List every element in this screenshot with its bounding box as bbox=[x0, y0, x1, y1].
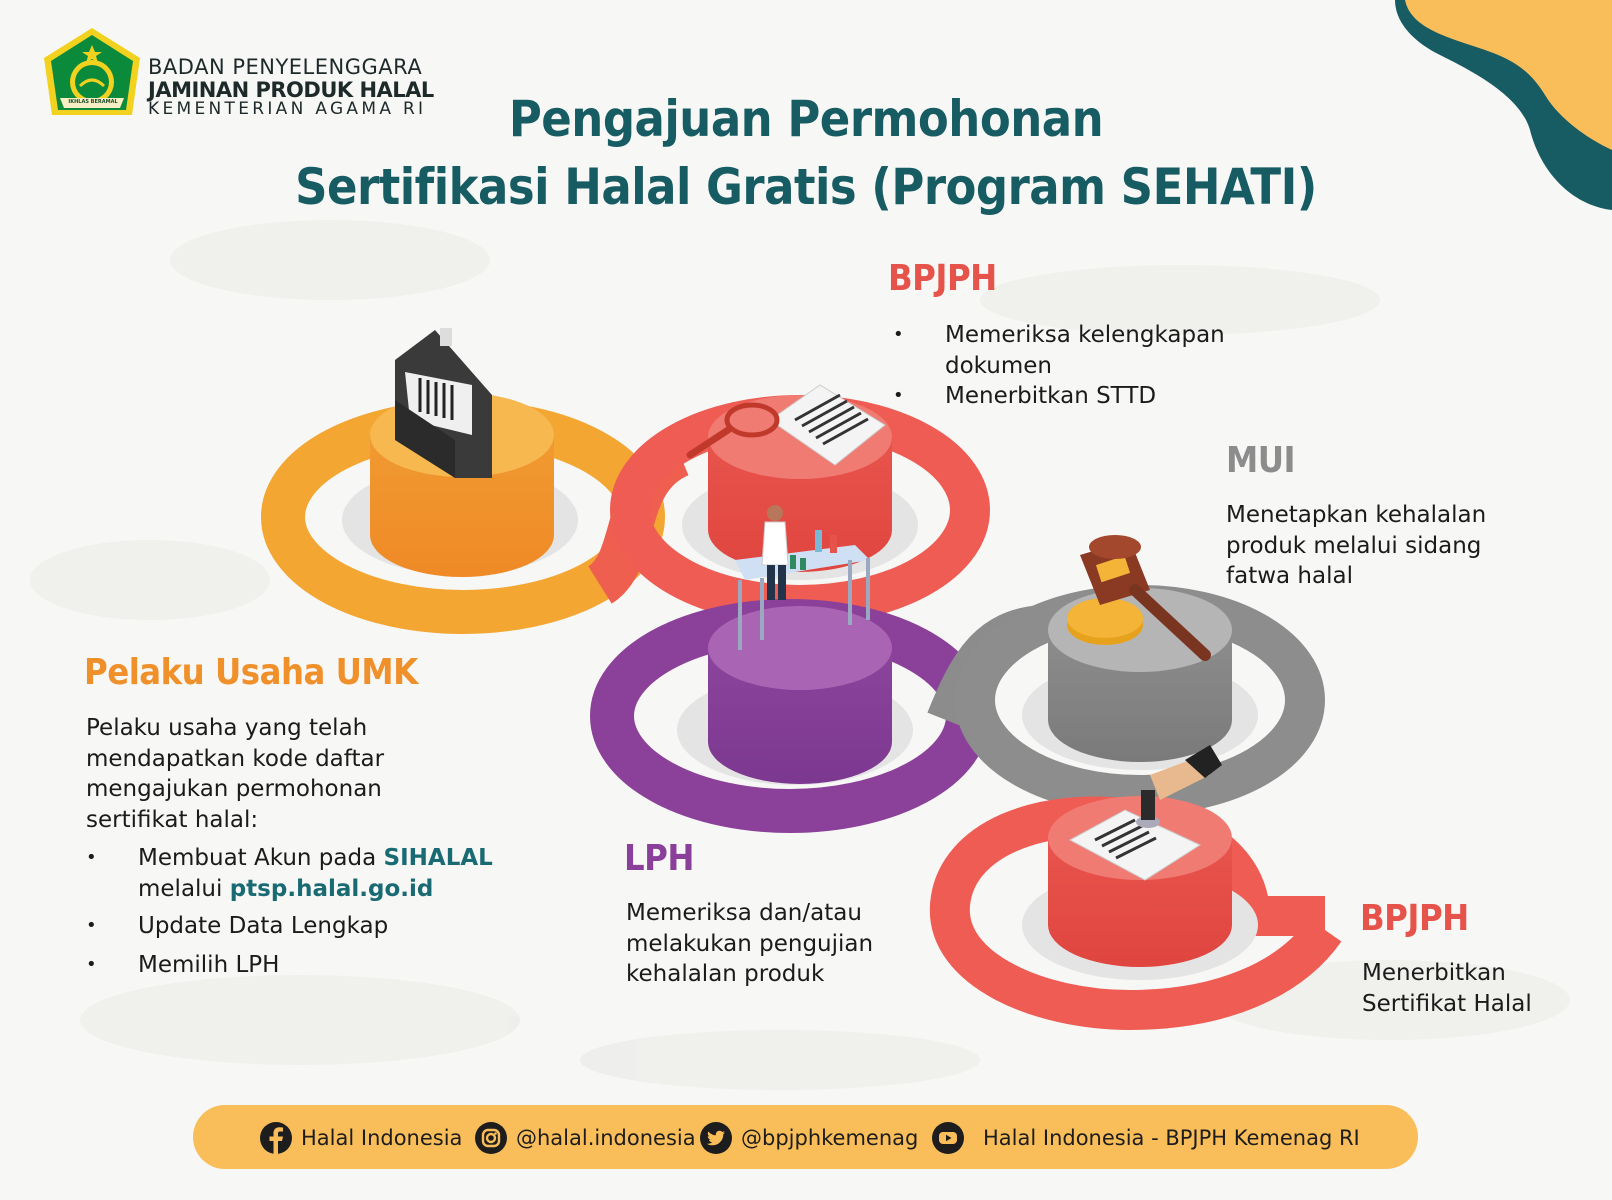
twitter-icon bbox=[699, 1121, 733, 1155]
mui-description: Menetapkan kehalalan produk melalui sidang fatwa halal bbox=[1226, 502, 1487, 589]
bpjph-heading-2: BPJPH bbox=[1360, 898, 1469, 939]
org-name-line2: JAMINAN PRODUK HALAL bbox=[148, 78, 434, 102]
ptsp-link[interactable]: ptsp.halal.go.id bbox=[229, 875, 434, 902]
bpjph-bullet-2: • Menerbitkan STTD bbox=[893, 383, 1157, 409]
social-footer bbox=[193, 1105, 1418, 1169]
pelaku-bullet-1: • Membuat Akun pada SIHALAL melalui ptsp.halal.go.id bbox=[86, 845, 493, 902]
bullet1-prefix: Membuat Akun pada bbox=[138, 845, 384, 871]
pelaku-bullet-3: • Memilih LPH bbox=[86, 952, 280, 978]
sihalal-label: SIHALAL bbox=[383, 845, 493, 871]
bpjph-bullet-1: • Memeriksa kelengkapan dokumen bbox=[893, 322, 1225, 379]
footer-instagram[interactable] bbox=[474, 1122, 696, 1154]
bpjph-heading-1: BPJPH bbox=[888, 258, 997, 299]
instagram-icon bbox=[474, 1121, 508, 1155]
facebook-label: Halal Indonesia bbox=[301, 1126, 463, 1150]
page-title-line2: Sertifikasi Halal Gratis (Program SEHATI) bbox=[295, 158, 1317, 216]
youtube-label: Halal Indonesia - BPJPH Kemenag RI bbox=[983, 1126, 1360, 1150]
youtube-icon bbox=[931, 1121, 965, 1155]
twitter-label: @bpjphkemenag bbox=[741, 1126, 919, 1150]
mui-heading: MUI bbox=[1226, 440, 1296, 481]
org-name-line3: KEMENTERIAN AGAMA RI bbox=[148, 99, 427, 119]
bullet1-mid: melalui bbox=[138, 875, 230, 902]
footer-facebook[interactable] bbox=[259, 1122, 462, 1154]
pelaku-heading: Pelaku Usaha UMK bbox=[84, 652, 418, 693]
footer-twitter[interactable] bbox=[699, 1122, 918, 1154]
footer-youtube[interactable] bbox=[931, 1122, 1360, 1154]
page-title-line1: Pengajuan Permohonan bbox=[508, 90, 1104, 148]
instagram-label: @halal.indonesia bbox=[516, 1126, 696, 1150]
lph-description: Memeriksa dan/atau melakukan pengujian kehalalan produk bbox=[626, 900, 874, 987]
pelaku-bullet-2: • Update Data Lengkap bbox=[86, 913, 389, 939]
facebook-icon bbox=[259, 1121, 293, 1155]
bpjph-2-description: Menerbitkan Sertifikat Halal bbox=[1362, 960, 1532, 1017]
lph-heading: LPH bbox=[624, 838, 694, 879]
logo-ribbon-text: IKHLAS BERAMAL bbox=[68, 99, 118, 105]
org-name-line1: BADAN PENYELENGGARA bbox=[148, 55, 423, 79]
pelaku-intro: Pelaku usaha yang telah mendapatkan kode daftar mengajukan permohonan sertifikat halal: bbox=[86, 715, 385, 833]
